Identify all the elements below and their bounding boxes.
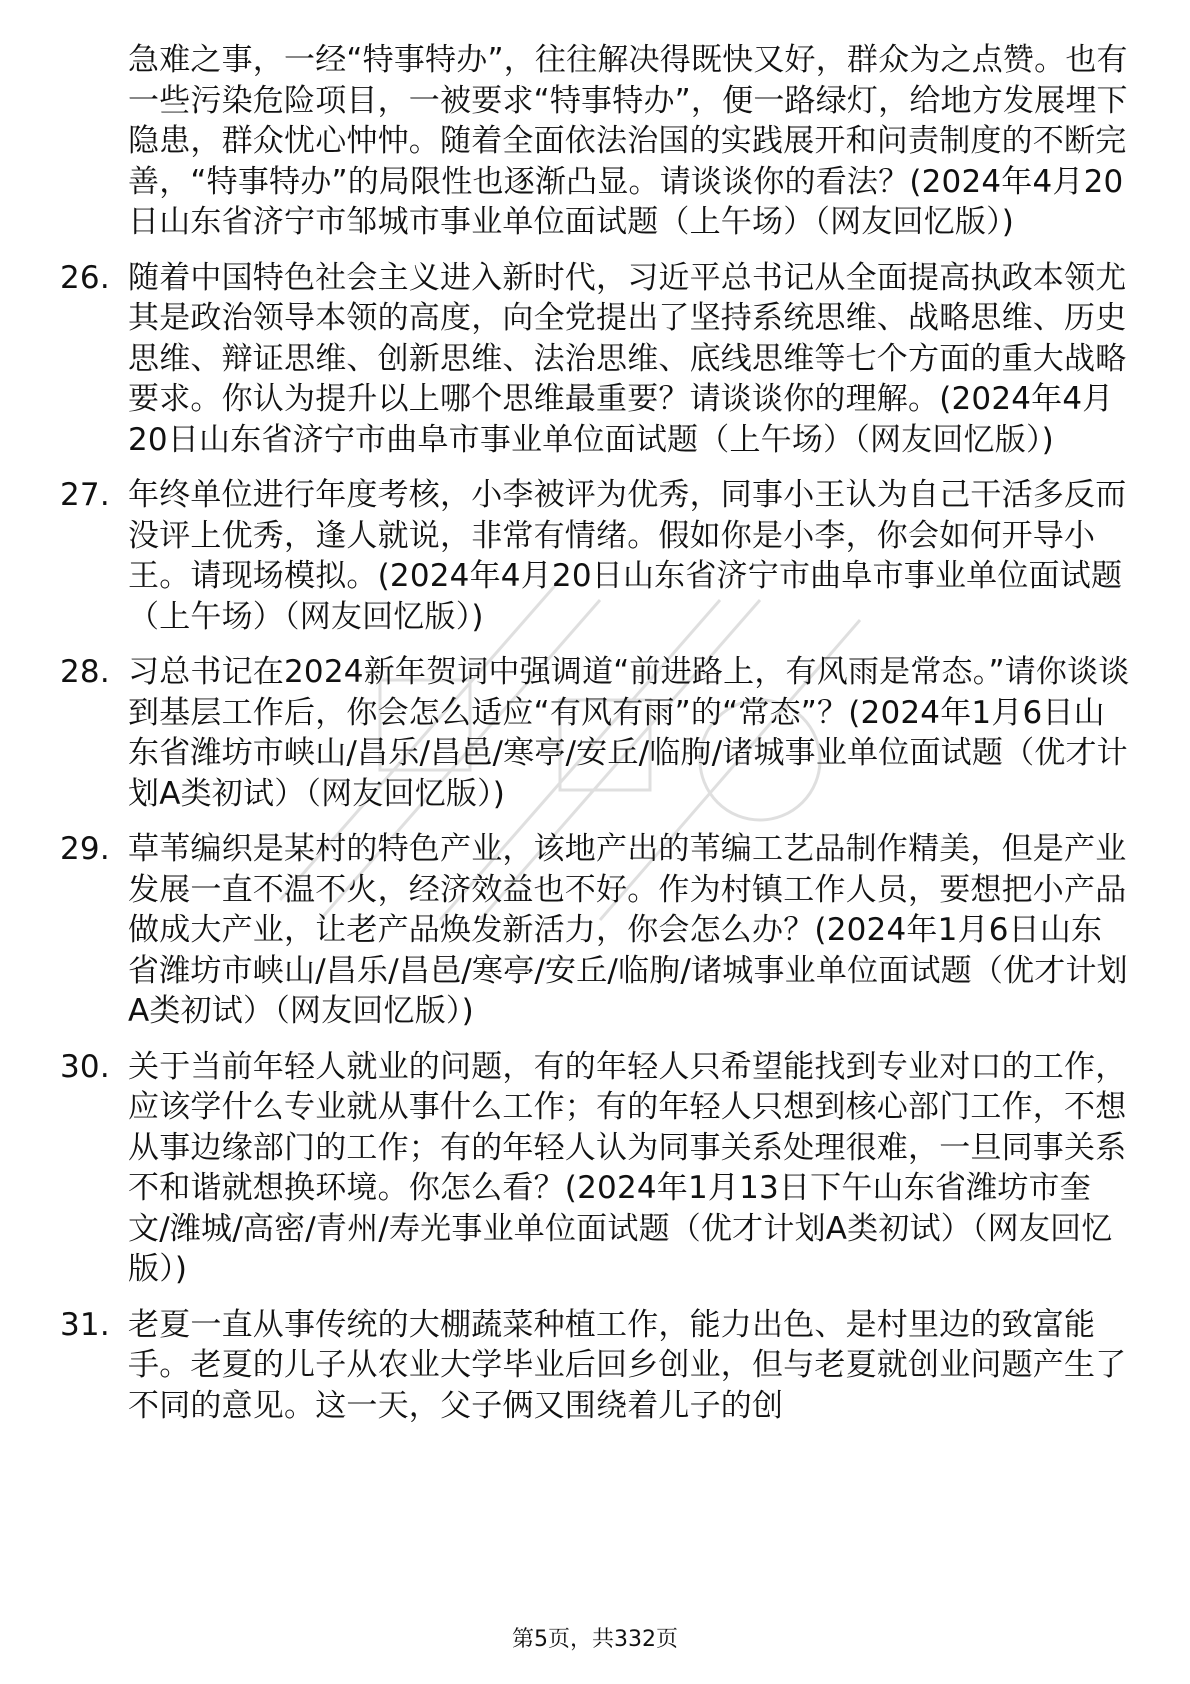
continued-question-paragraph — [60, 40, 1130, 243]
question-number: 31. — [60, 1306, 110, 1343]
list-item — [60, 1305, 1130, 1427]
question-text: 年终单位进行年度考核，小李被评为优秀，同事小王认为自己干活多反而没评上优秀，逢人就说，非常有情绪。假如你是小李，你会如何开导小王。请现场模拟。(2024年4月20日山东省济宁市曲阜市事业单位面试题（上午场）（网友回忆版）) — [128, 477, 1127, 635]
page-footer — [0, 1622, 1190, 1653]
list-item — [60, 1047, 1130, 1290]
list-item — [60, 475, 1130, 637]
question-number: 28. — [60, 654, 110, 690]
page-number-label: 第5页，共332页 — [512, 1627, 678, 1652]
question-text: 随着中国特色社会主义进入新时代，习近平总书记从全面提高执政本领尤其是政治领导本领的高度，向全党提出了坚持系统思维、战略思维、历史思维、辩证思维、创新思维、法治思维、底线思维等七个方面的重大战略要求。你认为提升以上哪个思维最重要？请谈谈你的理解。(2024年4月20日山东省济宁市曲阜市事业单位面试题（上午场）（网友回忆版）) — [128, 259, 1127, 458]
list-item — [60, 652, 1130, 814]
list-item — [60, 258, 1130, 461]
question-text: 草苇编织是某村的特色产业，该地产出的苇编工艺品制作精美，但是产业发展一直不温不火，经济效益也不好。作为村镇工作人员，要想把小产品做成大产业，让老产品焕发新活力，你会怎么办？(2024年1月6日山东省潍坊市峡山/昌乐/昌邑/寒亭/安丘/临朐/诸城事业单位面试题（优才计划A类初试）（网友回忆版）) — [128, 831, 1128, 1029]
question-text: 关于当前年轻人就业的问题，有的年轻人只希望能找到专业对口的工作，应该学什么专业就从事什么工作；有的年轻人只想到核心部门工作，不想从事边缘部门的工作；有的年轻人认为同事关系处理很难，一旦同事关系不和谐就想换环境。你怎么看？(2024年1月13日下午山东省潍坊市奎文/潍城/高密/青州/寿光事业单位面试题（优才计划A类初试）（网友回忆版）) — [128, 1048, 1127, 1287]
question-number: 27. — [60, 477, 110, 513]
question-number: 29. — [60, 831, 110, 867]
question-number: 26. — [60, 259, 110, 296]
list-item — [60, 829, 1130, 1032]
continued-question-text: 急难之事，一经“特事特办”，往往解决得既快又好，群众为之点赞。也有一些污染危险项目，一被要求“特事特办”，便一路绿灯，给地方发展埋下隐患，群众忧心忡忡。随着全面依法治国的实践展开和问责制度的不断完善，“特事特办”的局限性也逐渐凸显。请谈谈你的看法？(2024年4月20日山东省济宁市邹城市事业单位面试题（上午场）（网友回忆版）) — [128, 42, 1128, 240]
question-list — [60, 40, 1130, 1441]
question-text: 习总书记在2024新年贺词中强调道“前进路上，有风雨是常态。”请你谈谈到基层工作后，你会怎么适应“有风有雨”的“常态”？(2024年1月6日山东省潍坊市峡山/昌乐/昌邑/寒亭/安丘/临朐/诸城事业单位面试题（优才计划A类初试）（网友回忆版）) — [128, 654, 1130, 812]
question-text: 老夏一直从事传统的大棚蔬菜种植工作，能力出色、是村里边的致富能手。老夏的儿子从农业大学毕业后回乡创业，但与老夏就创业问题产生了不同的意见。这一天，父子俩又围绕着儿子的创 — [128, 1306, 1127, 1424]
question-number: 30. — [60, 1048, 110, 1085]
